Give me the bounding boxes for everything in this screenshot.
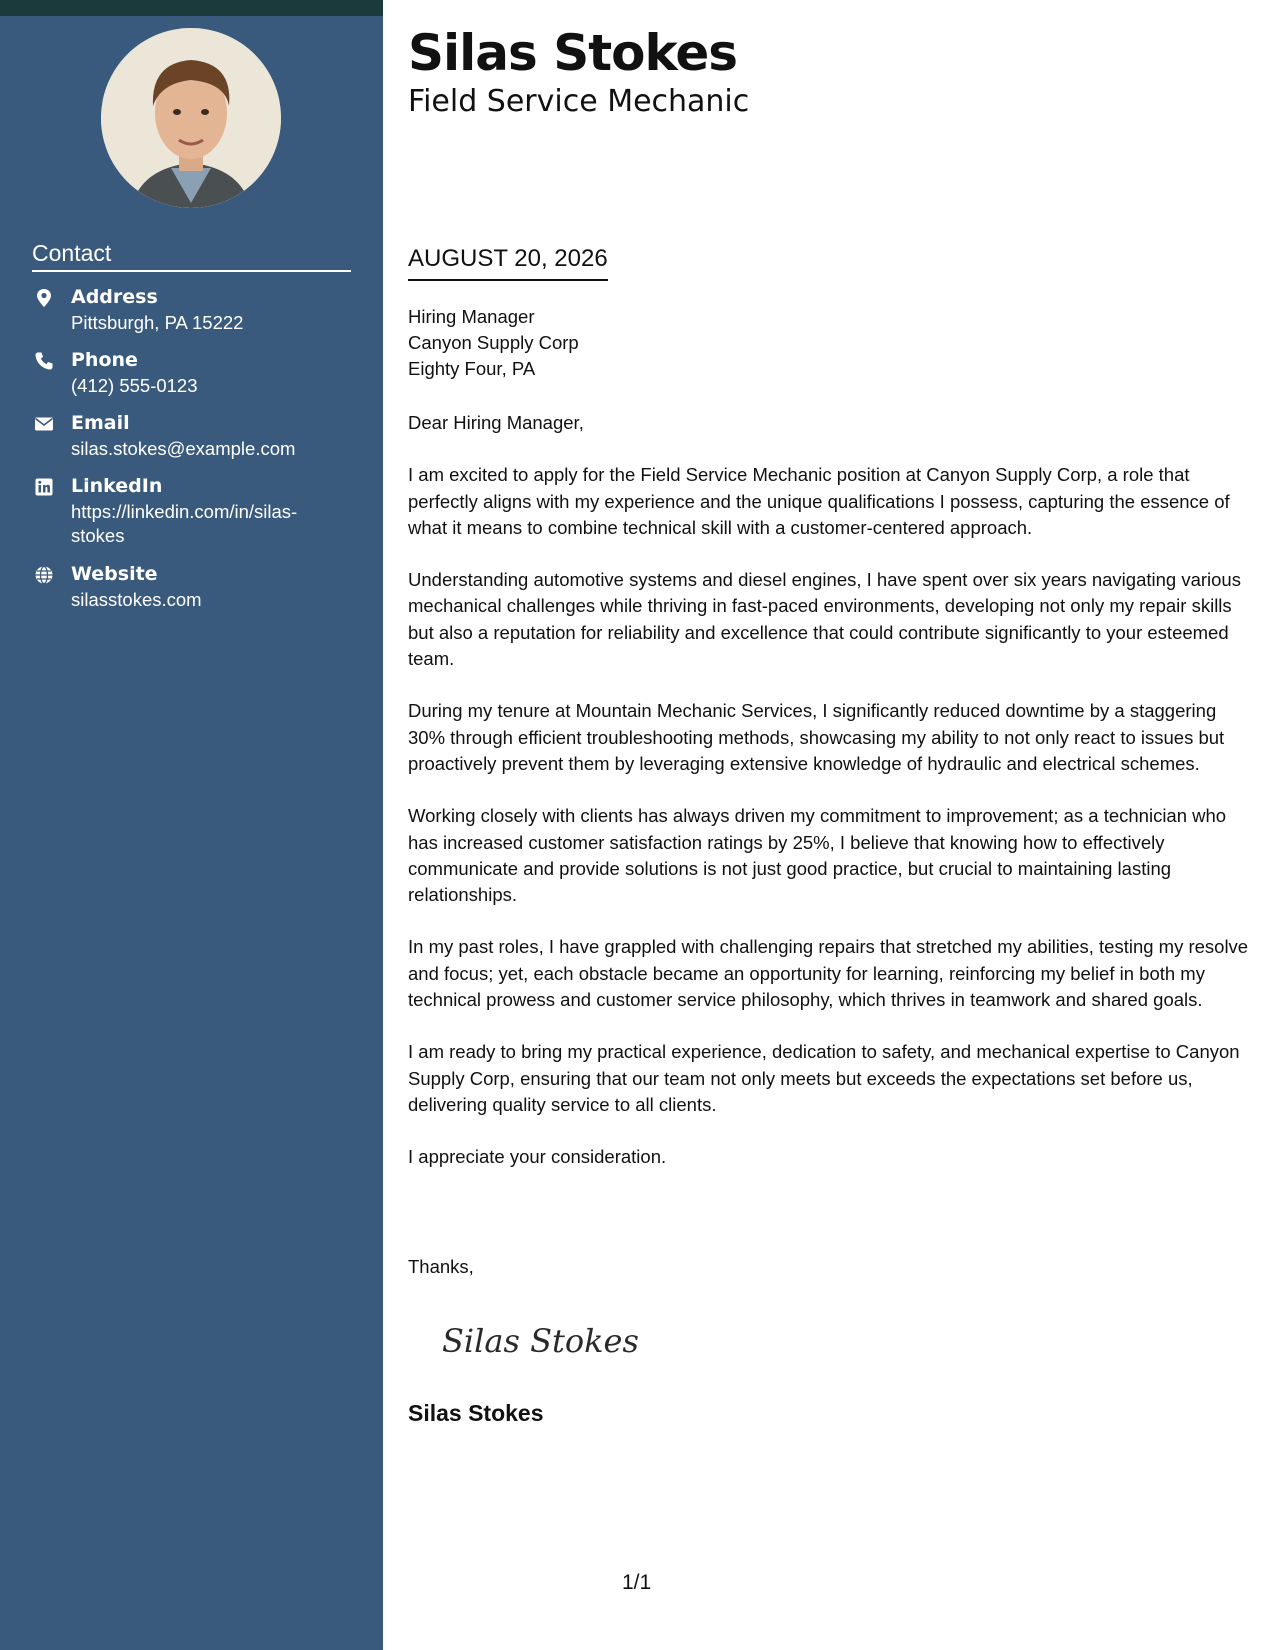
globe-icon — [34, 565, 54, 585]
closing: Thanks, — [408, 1256, 474, 1277]
phone-value: (412) 555-0123 — [71, 375, 198, 396]
sidebar-top-bar — [0, 0, 383, 16]
envelope-icon — [34, 414, 54, 434]
letter-body — [408, 410, 1250, 1197]
page-number: 1/1 — [622, 1571, 652, 1594]
body-paragraph: Understanding automotive systems and diesel engines, I have spent over six years navigating various mechanical challenges while thriving in fast-paced environments, developing not only my repair skills but also a reputation for reliability and excellence that could contribute significantly to your esteemed team. — [408, 569, 1241, 670]
recipient-line: Eighty Four, PA — [408, 358, 536, 379]
signature-text: Silas Stokes — [442, 1322, 639, 1360]
body-paragraph: During my tenure at Mountain Mechanic Services, I significantly reduced downtime by a staggering 30% through efficient troubleshooting methods, showcasing my ability to not only react to issues but proactively prevent them by leveraging extensive knowledge of hydraulic and electrical schemes. — [408, 700, 1225, 774]
letter-date: AUGUST 20, 2026 — [408, 245, 608, 281]
profile-photo — [101, 28, 281, 208]
phone-label: Phone — [71, 349, 138, 371]
body-paragraph: In my past roles, I have grappled with challenging repairs that stretched my abilities, testing my resolve and focus; yet, each obstacle became an opportunity for learning, reinforcing my belief in both my technical prowess and customer service philosophy, which thrives in teamwork and shared goals. — [408, 936, 1249, 1011]
linkedin-icon — [34, 477, 54, 497]
address-label: Address — [71, 286, 158, 308]
linkedin-value[interactable]: https://linkedin.com/in/silas-stokes — [71, 501, 298, 546]
sidebar — [0, 0, 383, 1650]
signed-name: Silas Stokes — [408, 1400, 544, 1426]
body-paragraph: I appreciate your consideration. — [408, 1146, 667, 1168]
map-pin-icon — [34, 288, 54, 308]
email-label: Email — [71, 412, 130, 434]
applicant-name: Silas Stokes — [408, 24, 738, 82]
website-label: Website — [71, 563, 158, 585]
phone-icon — [34, 351, 54, 371]
body-paragraph: Working closely with clients has always driven my commitment to improvement; as a technician who has increased customer satisfaction ratings by 25%, I believe that knowing how to effectively communicate and provide solutions is not just good practice, but crucial to maintaining lasting relationships. — [408, 805, 1227, 906]
address-value: Pittsburgh, PA 15222 — [71, 312, 244, 333]
applicant-role: Field Service Mechanic — [408, 84, 750, 119]
handwritten-signature — [440, 1310, 640, 1375]
recipient-line: Canyon Supply Corp — [408, 332, 579, 353]
website-value[interactable]: silasstokes.com — [71, 589, 202, 610]
email-value[interactable]: silas.stokes@example.com — [71, 438, 296, 459]
body-paragraph: I am ready to bring my practical experience, dedication to safety, and mechanical expertise to Canyon Supply Corp, ensuring that our team not only meets but exceeds the expectations set before us, delivering quality service to all clients. — [408, 1041, 1240, 1115]
linkedin-label: LinkedIn — [71, 475, 163, 497]
recipient-block — [408, 304, 579, 382]
body-paragraph: I am excited to apply for the Field Service Mechanic position at Canyon Supply Corp, a role that perfectly aligns with my experience and the unique qualifications I possess, capturing the essence of what it means to combine technical skill with a customer-centered approach. — [408, 464, 1230, 538]
recipient-line: Hiring Manager — [408, 306, 535, 327]
greeting: Dear Hiring Manager, — [408, 412, 584, 433]
contact-heading: Contact — [32, 240, 351, 272]
